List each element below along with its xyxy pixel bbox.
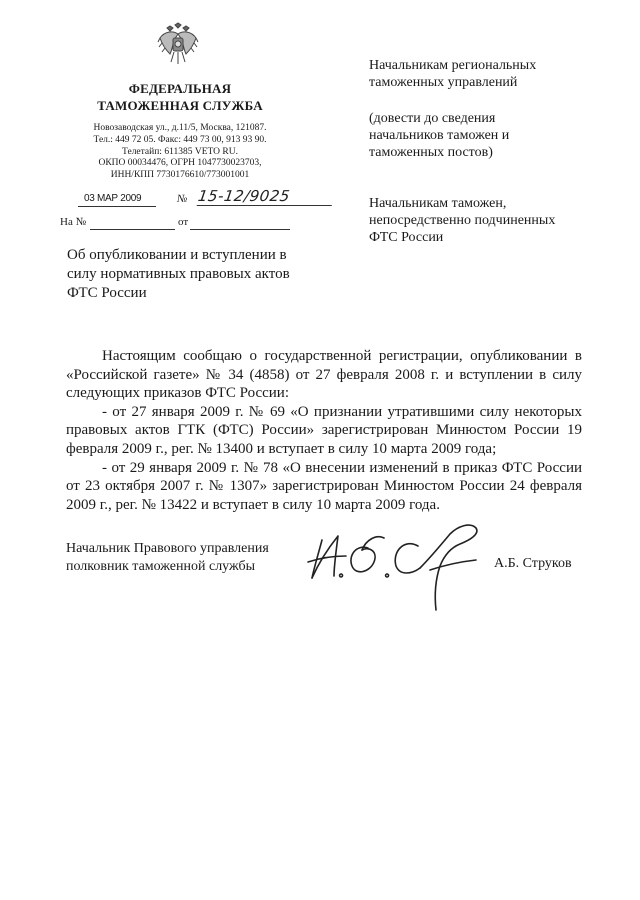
signatory-position <box>66 540 326 576</box>
addressee-line: Начальникам таможен, <box>369 196 507 211</box>
registration-date: 03 МАР 2009 <box>78 193 156 207</box>
org-address: Новозаводская ул., д.11/5, Москва, 121087. <box>93 123 267 133</box>
signatory-name: А.Б. Струков <box>494 556 572 571</box>
letter-body <box>66 347 582 514</box>
addressee-note-line: (довести до сведения <box>369 111 496 126</box>
reference-date-blank <box>190 229 290 230</box>
handwritten-signature-icon <box>300 510 500 620</box>
addressee-customs <box>369 195 619 246</box>
org-okpo: ОКПО 00034476, ОГРН 1047730023703, <box>98 158 262 169</box>
body-paragraph-intro: Настоящим сообщаю о государственной регистрации, опубликовании в «Российской газете» № 34 (4858) от 27 февраля 2008 г. и вступлении в силу следующих приказов ФТС России: <box>66 348 582 402</box>
org-name-line1: ФЕДЕРАЛЬНАЯ <box>128 81 232 96</box>
body-paragraph-order-69: - от 27 января 2009 г. № 69 «О признании утратившими силу некоторых правовых актов ГТК (ФТС) России» зарегистрирован Минюстом России 19 февраля 2009 г., рег. № 13400 и вступает в силу 10 марта 2009 года; <box>66 403 582 457</box>
registration-number-label: № <box>177 193 188 205</box>
addressee-regional <box>369 57 619 91</box>
coat-of-arms-icon <box>156 22 200 66</box>
addressee-note-line: начальников таможен и <box>369 128 510 143</box>
reference-number-label: На № <box>60 216 87 228</box>
reference-number-blank <box>90 229 175 230</box>
reference-date-label: от <box>178 216 189 228</box>
registration-line <box>60 187 292 209</box>
addressee-line: Начальникам региональных <box>369 58 537 73</box>
org-name <box>70 80 290 114</box>
org-teletype: Телетайп: 611385 VETO RU. <box>122 146 238 157</box>
org-inn: ИНН/КПП 7730176610/773001001 <box>110 170 250 181</box>
addressee-note-line: таможенных постов) <box>369 145 493 160</box>
body-paragraph-order-78: - от 29 января 2009 г. № 78 «О внесении изменений в приказ ФТС России от 23 октября 2007 г. № 1307» зарегистрирован Минюстом России 24 февраля 2009 г., рег. № 13422 и вступает в силу 10 марта 2009 года. <box>66 459 582 513</box>
addressee-line: ФТС России <box>369 230 444 245</box>
org-phone: Тел.: 449 72 05. Факс: 449 73 00, 913 93 90. <box>93 134 267 145</box>
document-subject <box>67 246 317 303</box>
addressee-line: таможенных управлений <box>369 75 518 90</box>
reference-line <box>60 216 310 232</box>
registration-number: 15-12/9025 <box>197 187 335 206</box>
subject-line: силу нормативных правовых актов <box>67 266 290 282</box>
addressee-note <box>369 110 619 161</box>
subject-line: Об опубликовании и вступлении в <box>67 247 287 263</box>
signatory-position-line2: полковник таможенной службы <box>66 559 256 574</box>
org-name-line2: ТАМОЖЕННАЯ СЛУЖБА <box>97 98 263 113</box>
signatory-position-line1: Начальник Правового управления <box>66 541 269 556</box>
subject-line: ФТС России <box>67 285 147 301</box>
org-details <box>70 123 290 182</box>
addressee-line: непосредственно подчиненных <box>369 213 556 228</box>
